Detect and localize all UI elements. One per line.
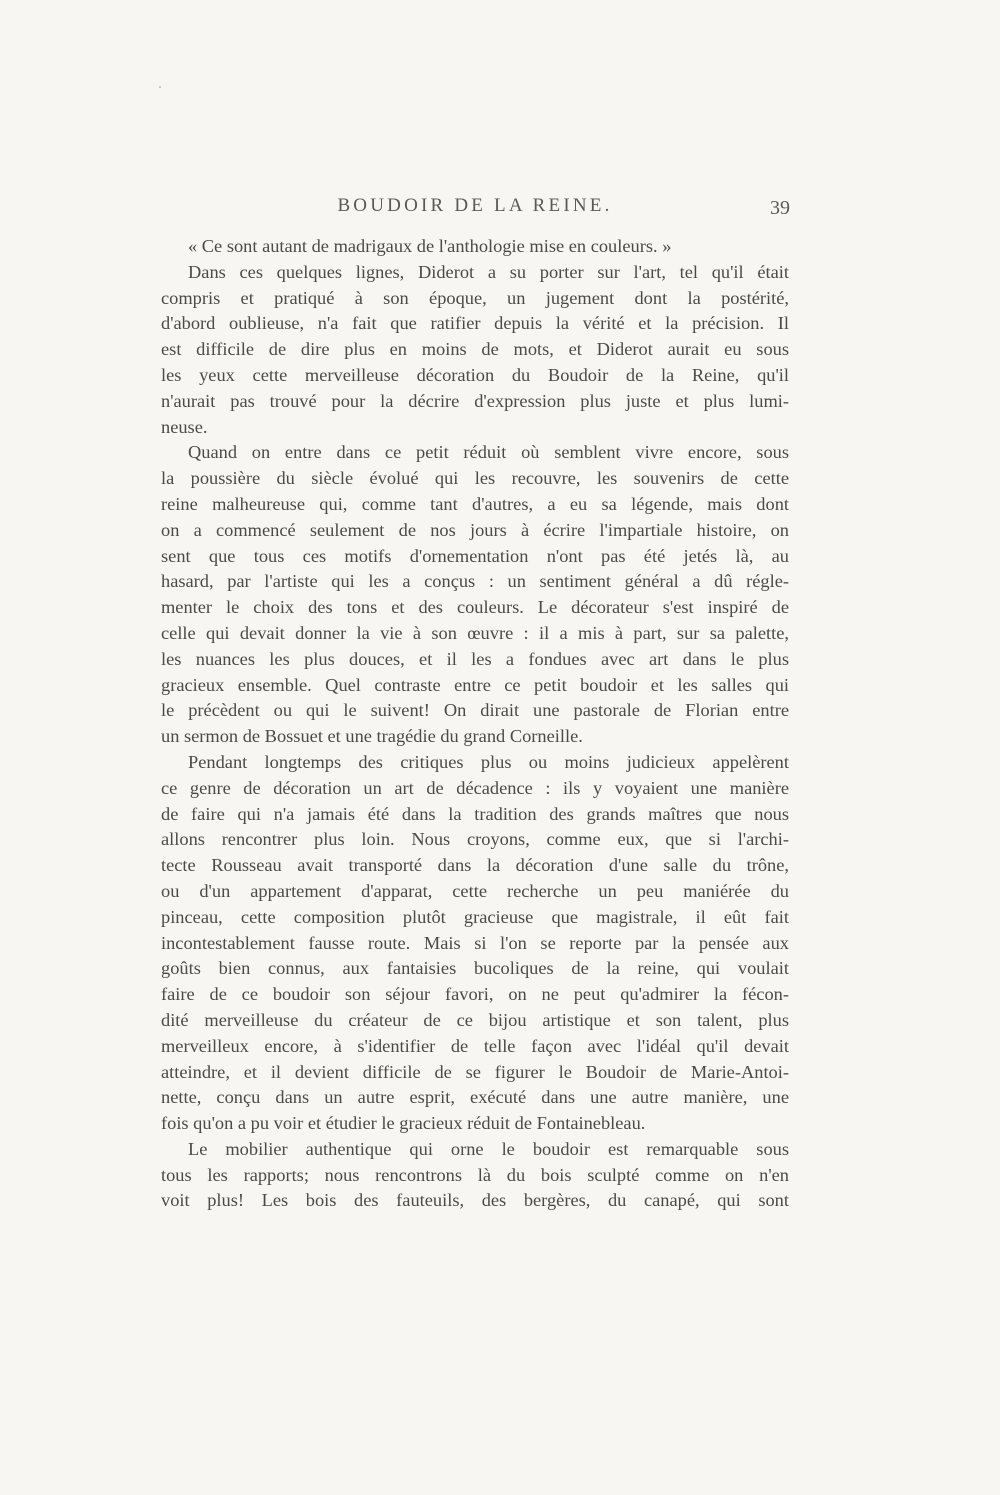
page-number: 39	[770, 197, 790, 219]
text-line: merveilleux encore, à s'identifier de telle façon avec l'idéal qu'il devait	[161, 1035, 789, 1056]
text-line: fois qu'on a pu voir et étudier le gracieux réduit de Fontainebleau.	[161, 1113, 646, 1134]
text-line: atteindre, et il devient difficile de se figurer le Boudoir de Marie-Antoi-	[161, 1061, 789, 1082]
paragraph-reduit	[161, 440, 789, 750]
paragraph-quote	[161, 234, 789, 260]
text-line: le précèdent ou qui le suivent! On dirait une pastorale de Florian entre	[161, 700, 789, 721]
text-line: compris et pratiqué à son époque, un jugement dont la postérité,	[161, 287, 789, 308]
text-line: allons rencontrer plus loin. Nous croyons, comme eux, que si l'archi-	[161, 829, 789, 850]
text-line: menter le choix des tons et des couleurs. Le décorateur s'est inspiré de	[161, 597, 789, 618]
text-line: « Ce sont autant de madrigaux de l'anthologie mise en couleurs. »	[188, 236, 672, 256]
body-text	[161, 234, 789, 1214]
text-line: n'aurait pas trouvé pour la décrire d'expression plus juste et plus lumi-	[161, 390, 789, 411]
text-line: sent que tous ces motifs d'ornementation n'ont pas été jetés là, au	[161, 545, 789, 566]
text-line: les yeux cette merveilleuse décoration du Boudoir de la Reine, qu'il	[161, 364, 789, 385]
text-line: Pendant longtemps des critiques plus ou moins judicieux appelèrent	[188, 751, 789, 772]
text-line: tous les rapports; nous rencontrons là du bois sculpté comme on n'en	[161, 1164, 789, 1185]
text-line: est difficile de dire plus en moins de mots, et Diderot aurait eu sous	[161, 339, 789, 360]
text-line: faire de ce boudoir son séjour favori, on ne peut qu'admirer la fécon-	[161, 984, 789, 1005]
text-line: incontestablement fausse route. Mais si l'on se reporte par la pensée aux	[161, 932, 789, 953]
text-line: reine malheureuse qui, comme tant d'autres, a eu sa légende, mais dont	[161, 493, 789, 514]
text-line: voit plus! Les bois des fauteuils, des bergères, du canapé, qui sont	[161, 1190, 789, 1211]
paragraph-diderot	[161, 260, 789, 441]
text-line: Dans ces quelques lignes, Diderot a su porter sur l'art, tel qu'il était	[188, 261, 789, 282]
paragraph-mobilier	[161, 1137, 789, 1214]
text-line: pinceau, cette composition plutôt gracieuse que magistrale, il eût fait	[161, 906, 789, 927]
running-head	[160, 195, 790, 221]
text-line: Le mobilier authentique qui orne le boudoir est remarquable sous	[188, 1138, 789, 1159]
text-line: ce genre de décoration un art de décadence : ils y voyaient une manière	[161, 777, 789, 798]
paragraph-critiques	[161, 750, 789, 1137]
text-line: hasard, par l'artiste qui les a conçus : un sentiment général a dû régle-	[161, 571, 789, 592]
text-line: neuse.	[161, 416, 208, 437]
text-line: dité merveilleuse du créateur de ce bijou artistique et son talent, plus	[161, 1009, 789, 1030]
text-line: goûts bien connus, aux fantaisies bucoliques de la reine, qui voulait	[161, 958, 789, 979]
text-line: tecte Rousseau avait transporté dans la décoration d'une salle du trône,	[161, 855, 789, 876]
text-line: de faire qui n'a jamais été dans la tradition des grands maîtres que nous	[161, 803, 789, 824]
text-line: on a commencé seulement de nos jours à écrire l'impartiale histoire, on	[161, 519, 789, 540]
paper-speck	[159, 86, 161, 88]
text-line: celle qui devait donner la vie à son œuvre : il a mis à part, sur sa palette,	[161, 622, 789, 643]
text-line: d'abord oublieuse, n'a fait que ratifier depuis la vérité et la précision. Il	[161, 313, 789, 334]
running-title: BOUDOIR DE LA REINE.	[337, 195, 613, 216]
text-line: nette, conçu dans un autre esprit, exécuté dans une autre manière, une	[161, 1087, 789, 1108]
text-line: les nuances les plus douces, et il les a fondues avec art dans le plus	[161, 648, 789, 669]
text-line: ou d'un appartement d'apparat, cette recherche un peu maniérée du	[161, 880, 789, 901]
text-line: un sermon de Bossuet et une tragédie du grand Corneille.	[161, 726, 583, 747]
text-line: Quand on entre dans ce petit réduit où semblent vivre encore, sous	[188, 442, 789, 463]
text-line: la poussière du siècle évolué qui les recouvre, les souvenirs de cette	[161, 468, 789, 489]
text-line: gracieux ensemble. Quel contraste entre ce petit boudoir et les salles qui	[161, 674, 789, 695]
